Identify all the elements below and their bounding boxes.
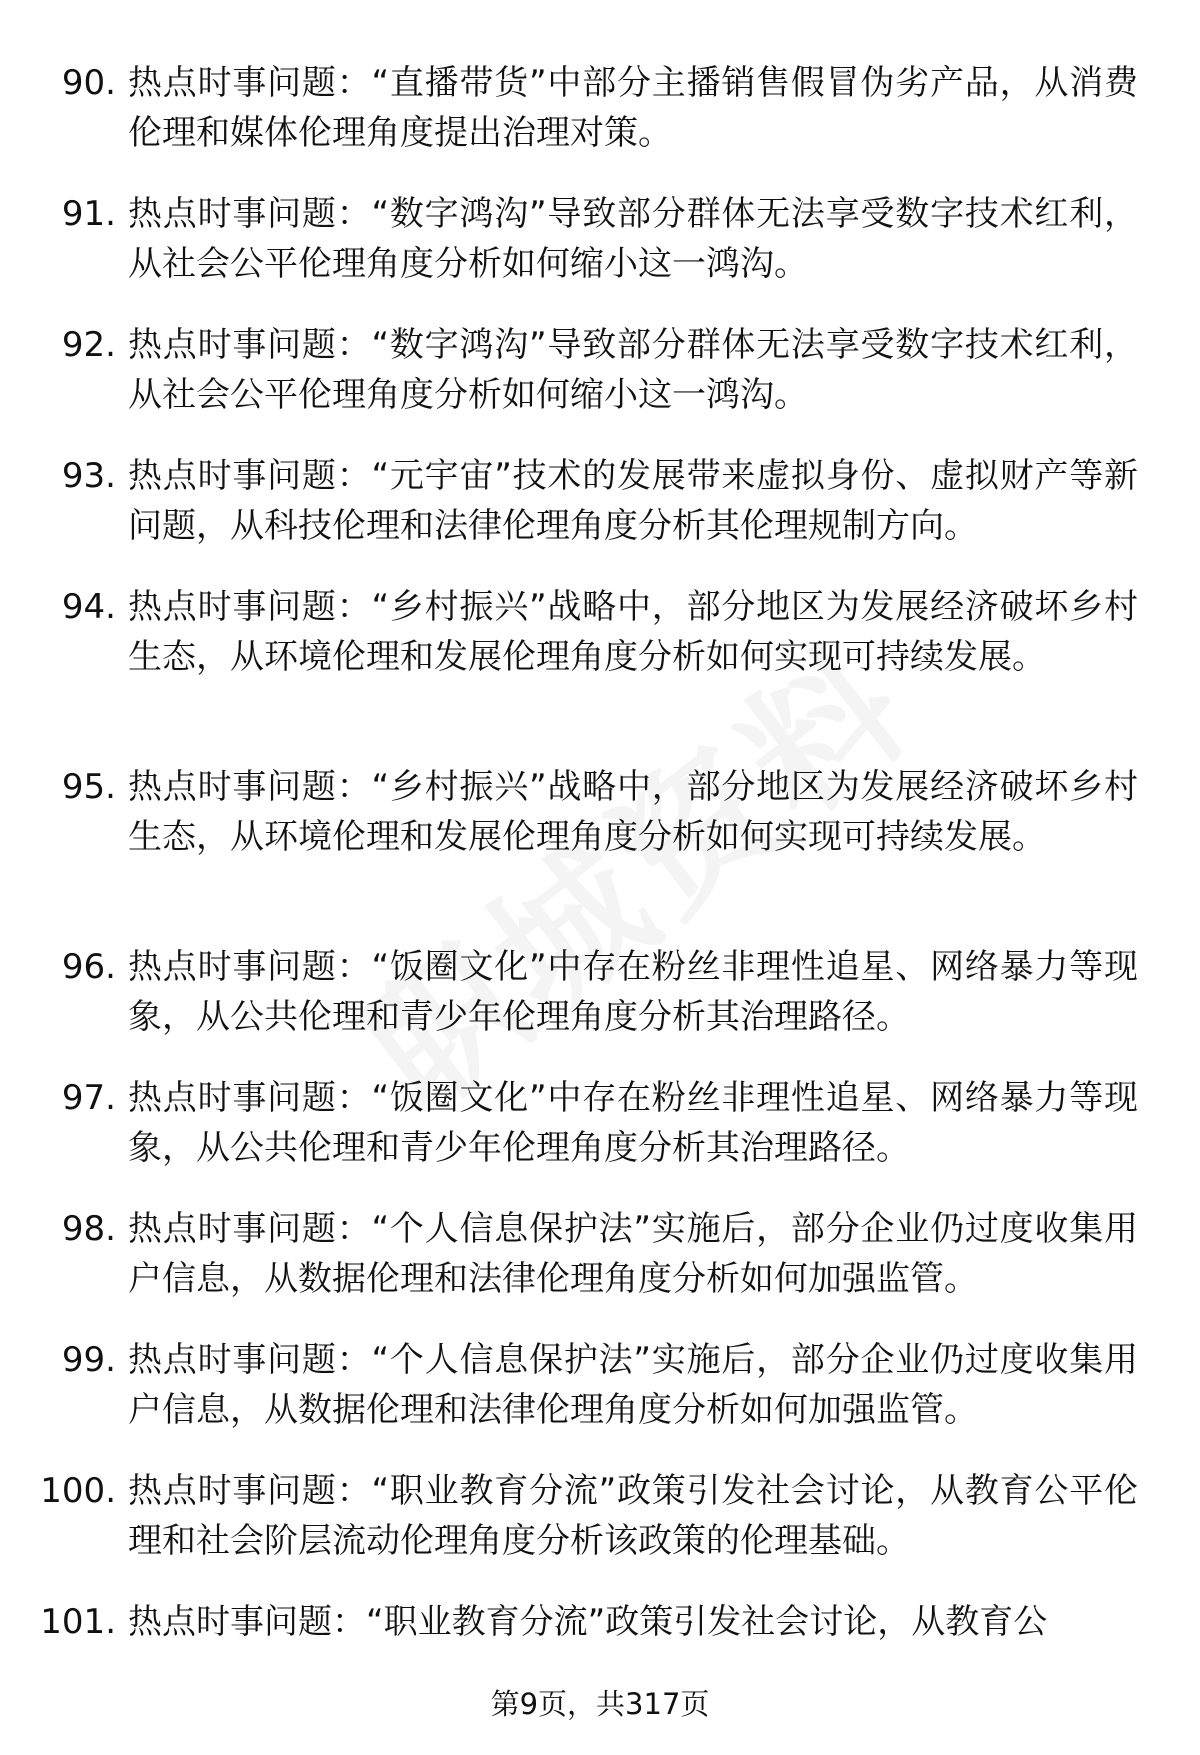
item-number: 91. (61, 194, 116, 234)
list-item (0, 582, 1200, 762)
item-number: 92. (61, 325, 116, 365)
item-number: 95. (61, 767, 116, 807)
list-item (0, 1073, 1200, 1204)
page-number-footer: 第9页，共317页 (490, 1687, 710, 1721)
item-text: 热点时事问题：“乡村振兴”战略中，部分地区为发展经济破坏乡村生态，从环境伦理和发展伦理角度分析如何实现可持续发展。 (128, 587, 1138, 677)
item-text: 热点时事问题：“直播带货”中部分主播销售假冒伪劣产品，从消费伦理和媒体伦理角度提出治理对策。 (128, 63, 1138, 153)
list-item (0, 58, 1200, 189)
item-number: 96. (61, 947, 116, 987)
item-text: 热点时事问题：“饭圈文化”中存在粉丝非理性追星、网络暴力等现象，从公共伦理和青少年伦理角度分析其治理路径。 (128, 947, 1138, 1037)
item-text: 热点时事问题：“职业教育分流”政策引发社会讨论，从教育公平伦理和社会阶层流动伦理角度分析该政策的伦理基础。 (128, 1471, 1138, 1561)
item-text: 热点时事问题：“数字鸿沟”导致部分群体无法享受数字技术红利，从社会公平伦理角度分析如何缩小这一鸿沟。 (128, 325, 1138, 415)
item-text: 热点时事问题：“数字鸿沟”导致部分群体无法享受数字技术红利，从社会公平伦理角度分析如何缩小这一鸿沟。 (128, 194, 1138, 284)
item-number: 101. (40, 1602, 116, 1642)
item-number: 97. (61, 1078, 116, 1118)
list-item (0, 189, 1200, 320)
item-text: 热点时事问题：“职业教育分流”政策引发社会讨论，从教育公 (128, 1602, 1048, 1642)
list-item (0, 451, 1200, 582)
item-text: 热点时事问题：“乡村振兴”战略中，部分地区为发展经济破坏乡村生态，从环境伦理和发展伦理角度分析如何实现可持续发展。 (128, 767, 1138, 857)
question-list (0, 58, 1200, 1728)
item-number: 93. (61, 456, 116, 496)
list-item (0, 320, 1200, 451)
list-item (0, 1466, 1200, 1597)
item-number: 98. (61, 1209, 116, 1249)
item-number: 94. (61, 587, 116, 627)
item-number: 90. (61, 63, 116, 103)
item-text: 热点时事问题：“个人信息保护法”实施后，部分企业仍过度收集用户信息，从数据伦理和法律伦理角度分析如何加强监管。 (128, 1340, 1138, 1430)
item-number: 100. (40, 1471, 116, 1511)
item-text: 热点时事问题：“个人信息保护法”实施后，部分企业仍过度收集用户信息，从数据伦理和法律伦理角度分析如何加强监管。 (128, 1209, 1138, 1299)
item-text: 热点时事问题：“元宇宙”技术的发展带来虚拟身份、虚拟财产等新问题，从科技伦理和法律伦理角度分析其伦理规制方向。 (128, 456, 1138, 546)
item-text: 热点时事问题：“饭圈文化”中存在粉丝非理性追星、网络暴力等现象，从公共伦理和青少年伦理角度分析其治理路径。 (128, 1078, 1138, 1168)
list-item (0, 762, 1200, 942)
list-item (0, 1204, 1200, 1335)
list-item (0, 1335, 1200, 1466)
item-number: 99. (61, 1340, 116, 1380)
list-item (0, 942, 1200, 1073)
